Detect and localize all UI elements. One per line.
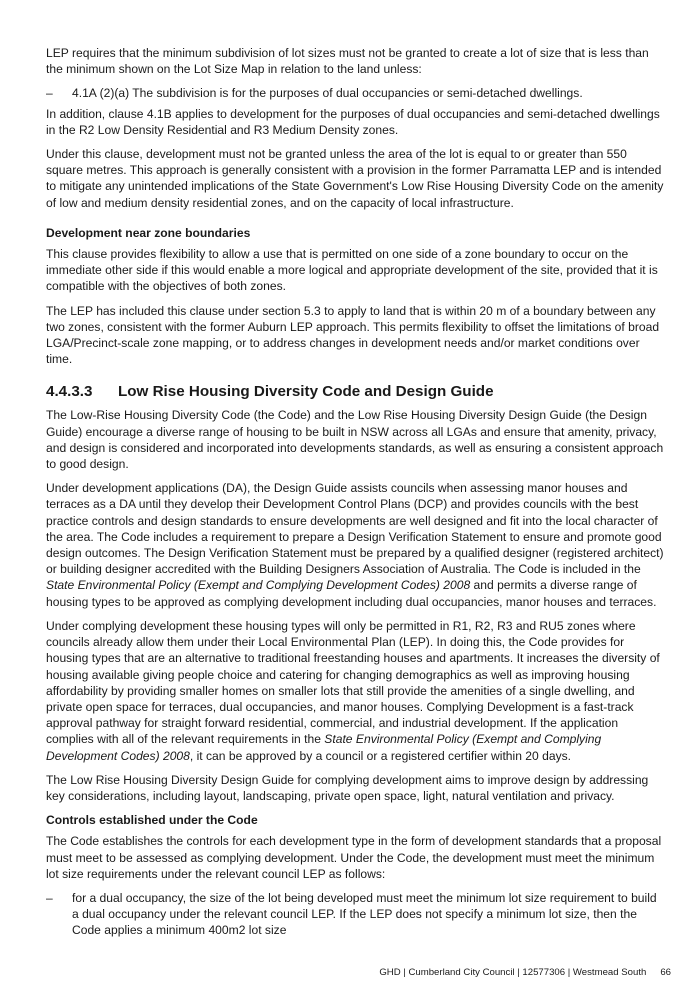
policy-title-italic: State Environmental Policy (Exempt and Complying Development Codes) 2008 [46, 732, 602, 763]
paragraph-controls: The Code establishes the controls for each development type in the form of development standards that a proposal must meet to be assessed as complying development. Under the Code, the development must meet the minimum lot size requirements under the relevant council LEP as follows: [46, 834, 662, 881]
paragraph-zone-flexibility: This clause provides flexibility to allow a use that is permitted on one side of a zone boundary to occur on the immediate other side if this would enable a more logical and appropriate development of the site, provided that it is compatible with the objectives of both zones. [46, 247, 658, 294]
document-body [46, 45, 666, 943]
text-run: Under complying development these housing types will only be permitted in R1, R2, R3 and RU5 zones where councils already allow them under their Local Environmental Plan (LEP). In doing this, the Code provides for housing types that are an alternative to traditional freestanding houses and apartments. It increases the diversity of housing available giving people choice and catering for changing demographics as well as improving housing affordability by providing smaller homes on smaller lots that still provide the amenities of a single dwelling, and private open space for terraces, dual occupancies, and manor houses. Complying Development is a fast-track approval pathway for straight forward residential, commercial, and industrial development. If the application complies with all of the relevant requirements in the [46, 618, 660, 747]
subheading-zone-boundaries: Development near zone boundaries [46, 225, 251, 240]
paragraph-design-guide: The Low Rise Housing Diversity Design Guide for complying development aims to improve design by addressing key considerations, including layout, landscaping, private open space, light, natural ventilation and privacy. [46, 772, 649, 803]
text-run: and permits a diverse range of housing types to be approved as complying development including dual occupancies, manor houses and terraces. [46, 578, 657, 609]
paragraph-section-5-3: The LEP has included this clause under section 5.3 to apply to land that is within 20 m of a boundary between any two zones, consistent with the former Auburn LEP approach. This permits flexibility to offset the limitations of broad LGA/Precinct-scale zone mapping, or to address changes in development needs and/or market conditions over time. [46, 303, 660, 367]
list-item-text: 4.1A (2)(a) The subdivision is for the purposes of dual occupancies or semi-detached dwellings. [72, 86, 583, 101]
text-run: , it can be approved by a council or a registered certifier within 20 days. [189, 748, 572, 763]
paragraph-550-sqm: Under this clause, development must not be granted unless the area of the lot is equal to or greater than 550 square metres. This approach is generally consistent with a provision in the former Parramatta LEP and is intended to mitigate any unintended implications of the State Government's Low Rise Housing Diversity Code on the amenity of low and medium density residential zones, and on the capacity of local infrastructure. [46, 147, 664, 210]
paragraph-lep-requirement: LEP requires that the minimum subdivision of lot sizes must not be granted to create a lot of size that is less than the minimum shown on the Lot Size Map in relation to the land unless: [46, 46, 649, 77]
list-dash: – [46, 86, 53, 101]
subheading-controls: Controls established under the Code [46, 813, 258, 828]
footer-text: GHD | Cumberland City Council | 12577306 | Westmead South [379, 967, 647, 978]
text-run: Under development applications (DA), the Design Guide assists councils when assessing manor houses and terraces as a DA until they develop their Development Control Plans (DCP) and provides councils with the best practice controls and design standards to ensure developments are well designed and fit into the local character of the area. The Code includes a requirement to prepare a Design Verification Statement to ensure and promote good design outcomes. The Design Verification Statement must be prepared by a qualified designer (registered architect) or building designer accredited with the Building Designers Association of Australia. The Code is included in the [46, 481, 664, 577]
section-title: Low Rise Housing Diversity Code and Design Guide [118, 383, 494, 401]
page-number: 66 [660, 967, 671, 978]
policy-title-italic: State Environmental Policy (Exempt and Complying Development Codes) 2008 [46, 578, 471, 593]
paragraph-development-applications [46, 480, 666, 610]
list-dash: – [46, 890, 53, 905]
paragraph-clause-4-1b: In addition, clause 4.1B applies to development for the purposes of dual occupancies and semi-detached dwellings in the R2 Low Density Residential and R3 Medium Density zones. [46, 106, 660, 137]
list-item-dual-occupancy [46, 890, 666, 939]
page-footer [379, 967, 671, 979]
list-item-text: for a dual occupancy, the size of the lot being developed must meet the minimum lot size requirement to build a dual occupancy under the relevant council LEP. If the LEP does not specify a minimum lot size, then the Code applies a minimum 400m2 lot size [72, 890, 657, 938]
section-number: 4.4.3.3 [46, 383, 93, 401]
paragraph-complying-development [46, 618, 666, 764]
list-item-clause-4-1a [46, 85, 666, 101]
section-heading [46, 382, 666, 401]
paragraph-code-intro: The Low-Rise Housing Diversity Code (the Code) and the Low Rise Housing Diversity Design Guide (the Design Guide) encourage a diverse range of housing to be built in NSW across all LGAs and ensure that amenity, privacy, and design is considered and incorporated into developments standards, as well as ensuring a consistent approach to good design. [46, 408, 664, 472]
